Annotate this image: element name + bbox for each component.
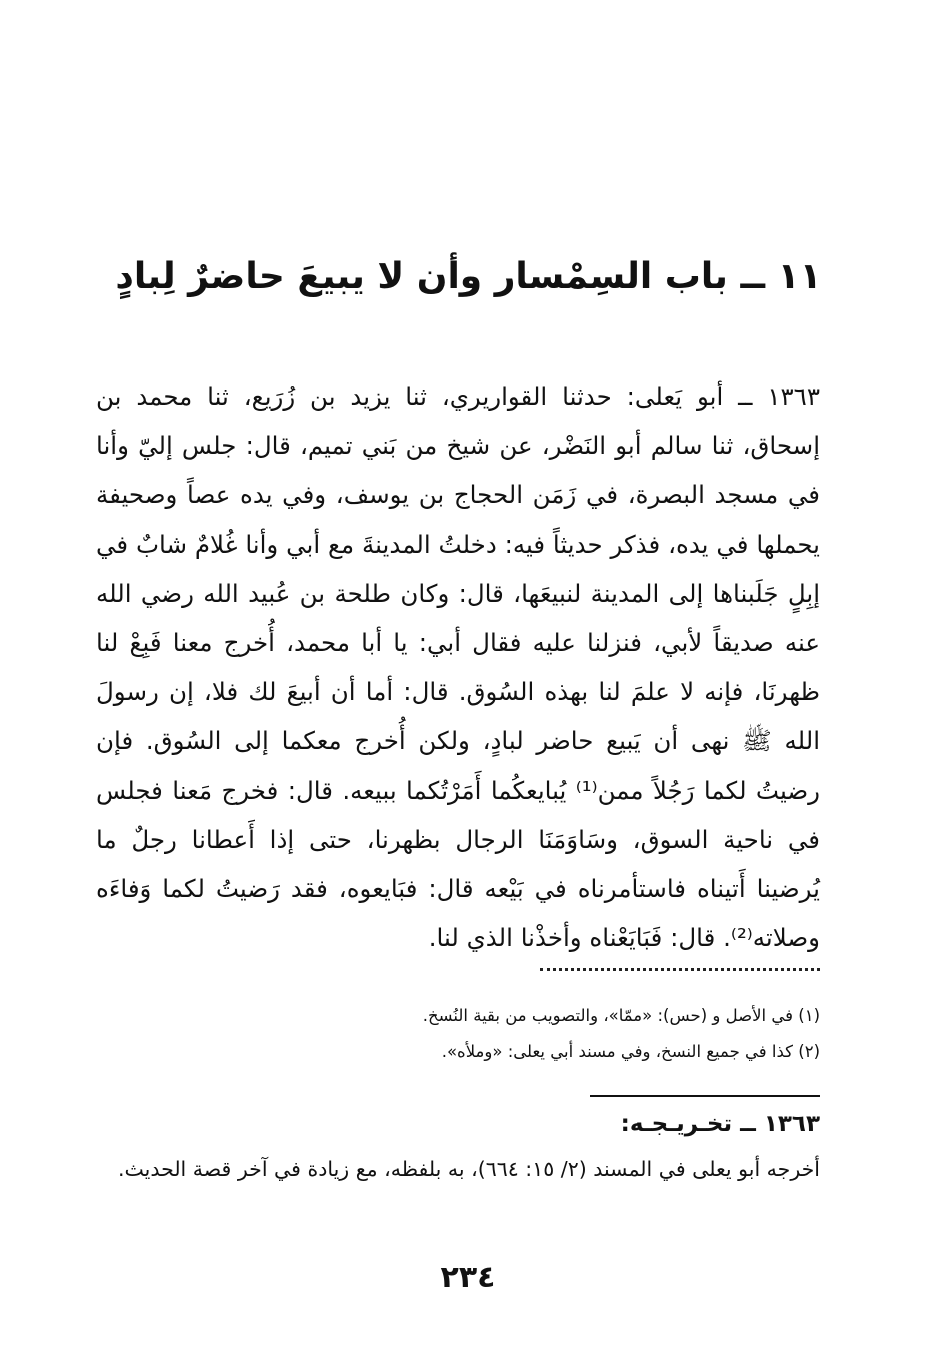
footnote-2: (٢) كذا في جميع النسخ، وفي مسند أبي يعلى: «وملأه». bbox=[441, 1042, 820, 1061]
footnotes bbox=[200, 998, 820, 1070]
hadith-text bbox=[96, 372, 820, 962]
takhrij-text bbox=[96, 1148, 820, 1190]
chapter-title: ١١ ــ باب السِمْسار وأن لا يبيعَ حاضرٌ لِبادٍ bbox=[115, 256, 822, 297]
footnote-separator bbox=[540, 968, 820, 971]
footnote-1: (١) في الأصل و (حس): «ممّا»، والتصويب من بقية النُسخ. bbox=[422, 1006, 820, 1025]
hadith-paragraph: ١٣٦٣ ــ أبو يَعلى: حدثنا القواريري، ثنا يزيد بن زُرَيع، ثنا محمد بن إسحاق، ثنا سالم أبو النَضْر، عن شيخ من بَني تميم، قال: جلس إليّ وأنا في مسجد البصرة، في زَمَن الحجاج بن يوسف، وفي يده عصاً وصحيفة يحملها في يده، فذكر حديثاً فيه: دخلتُ المدينةَ مع أبي وأنا غُلامٌ شابٌ في إبِلٍ جَلَبناها إلى المدينة لنبيعَها، قال: وكان طلحة بن عُبيد الله رضي الله عنه صديقاً لأبي، فنزلنا عليه فقال أبي: يا أبا محمد، أُخرج معنا فَبِعْ لنا ظهرنَا، فإنه لا علمَ لنا بهذه السُوق. قال: أما أن أبيعَ لك فلا، إن رسولَ الله ﷺ نهى أن يَبيع حاضر لبادٍ، ولكن أُخرج معكما إلى السُوق. فإن رضيتُ لكما رَجُلاً ممن⁽¹⁾ يُبايعكُما أَمَرْتُكما ببيعه. قال: فخرج مَعنا فجلس في ناحية السوق، وسَاوَمَنَا الرجال بظهرنا، حتى إذا أَعطانا رجلٌ ما يُرضينا أَتيناه فاستأمرناه في بَيْعه قال: فبَايعوه، فقد رَضيتُ لكما وَفاءَه وصلاته⁽²⁾. قال: فَبَايَعْناه وأخذْنا الذي لنا. bbox=[96, 382, 821, 953]
takhrij-heading: ١٣٦٣ ــ تخـريـجـه: bbox=[620, 1111, 820, 1137]
takhrij-paragraph: أخرجه أبو يعلى في المسند (٢/ ١٥: ٦٦٤)، به بلفظه، مع زيادة في آخر قصة الحديث. bbox=[117, 1157, 820, 1181]
page-number: ٢٣٤ bbox=[440, 1260, 496, 1295]
section-rule bbox=[590, 1095, 820, 1097]
